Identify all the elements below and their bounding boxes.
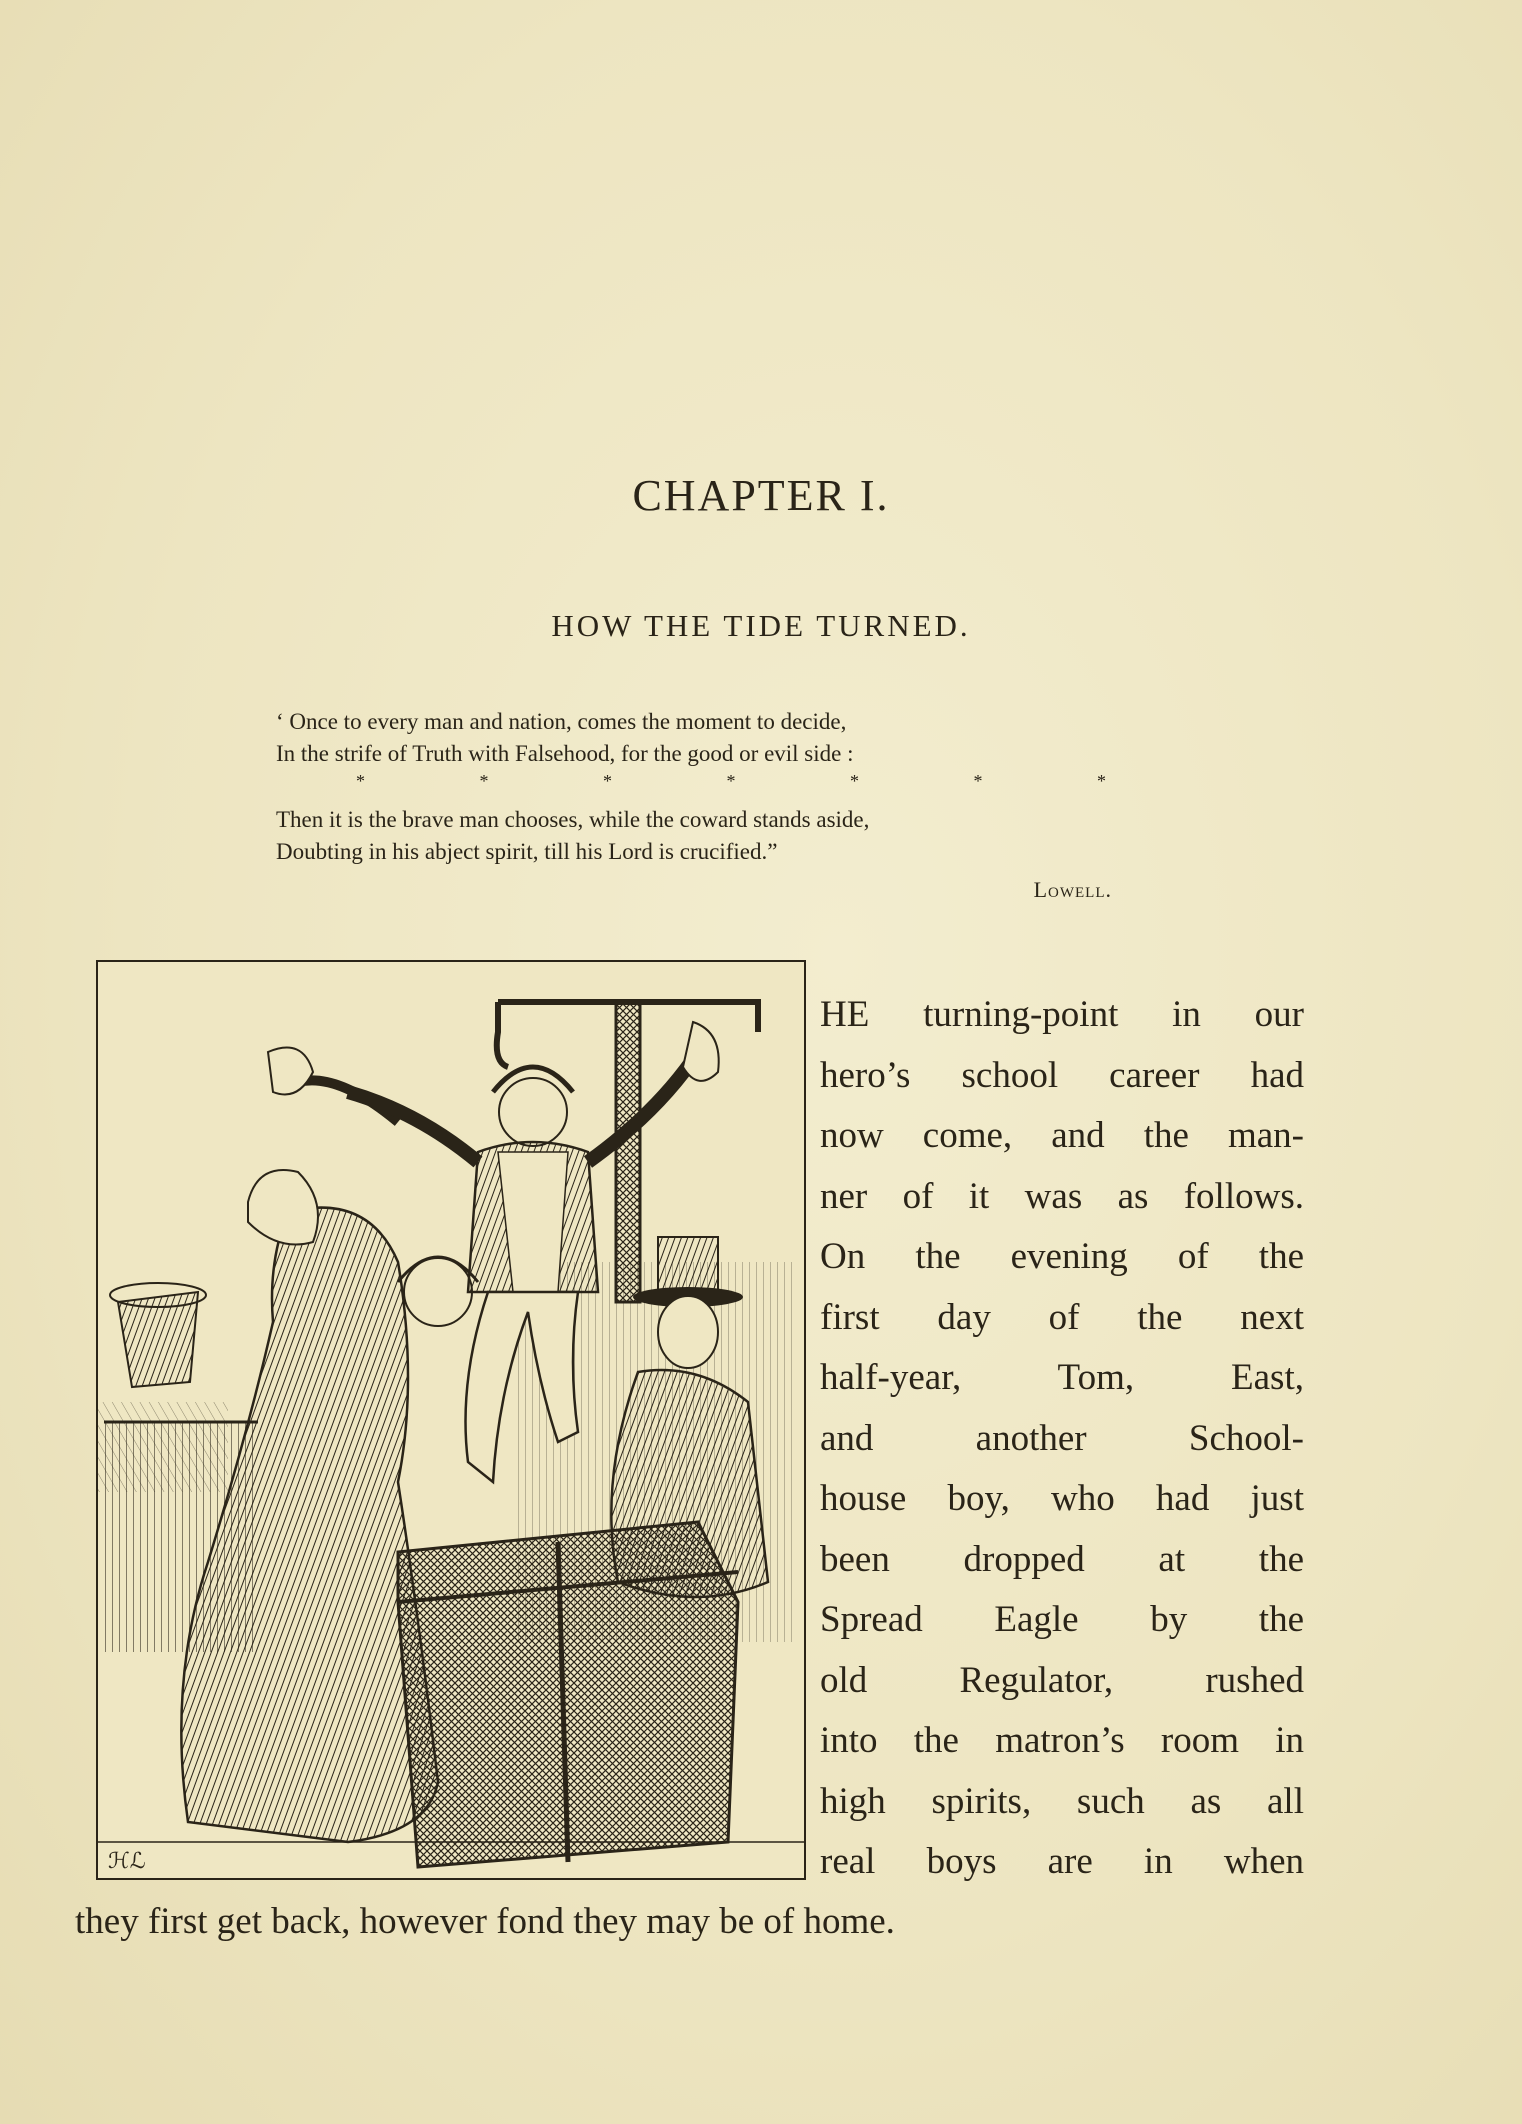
chapter-title: CHAPTER I. (632, 471, 890, 520)
body-line: ner of it was as follows. (820, 1175, 1304, 1217)
body-line: been dropped at the (820, 1538, 1304, 1580)
body-line: HE turning-point in our (820, 994, 1304, 1035)
body-line: Spread Eagle by the (820, 1599, 1304, 1640)
star: * (356, 771, 365, 791)
epigraph-line: Doubting in his abject spirit, till his Lord is crucified.” (276, 839, 778, 864)
star: * (726, 771, 736, 791)
engraving-illustration (96, 960, 806, 1880)
epigraph-line: Then it is the brave man chooses, while the coward stands aside, (276, 807, 870, 832)
body-line: into the matron’s room in (820, 1720, 1304, 1761)
body-line: now come, and the man- (820, 1115, 1304, 1156)
body-line: high spirits, such as all (820, 1780, 1304, 1822)
body-tail-line: they first get back, however fond they may be of home. (75, 1901, 895, 1942)
body-line: old Regulator, rushed (820, 1659, 1304, 1701)
epigraph-ellipsis-stars (356, 770, 1106, 804)
star: * (850, 771, 859, 791)
star: * (479, 771, 489, 791)
star: * (603, 771, 612, 791)
body-line: first day of the next (820, 1296, 1304, 1338)
body-line: house boy, who had just (820, 1478, 1304, 1519)
epigraph-line: ‘ Once to every man and nation, comes the moment to decide, (276, 709, 847, 734)
illustrator-monogram: ℋℒ (108, 1848, 146, 1873)
body-line: half-year, Tom, East, (820, 1357, 1304, 1398)
body-line: hero’s school career had (820, 1054, 1304, 1096)
star: * (973, 771, 983, 791)
body-line: real boys are in when (820, 1841, 1304, 1882)
epigraph-line: In the strife of Truth with Falsehood, for the good or evil side : (276, 741, 854, 766)
body-line: On the evening of the (820, 1236, 1304, 1277)
epigraph-attribution: Lowell. (1033, 877, 1112, 902)
epigraph (276, 706, 1112, 906)
body-paragraph (820, 985, 1304, 1893)
star: * (1097, 771, 1106, 791)
engraving-drawing (98, 962, 804, 1878)
body-line: and another School- (820, 1417, 1304, 1459)
chapter-subtitle: HOW THE TIDE TURNED. (551, 608, 971, 643)
